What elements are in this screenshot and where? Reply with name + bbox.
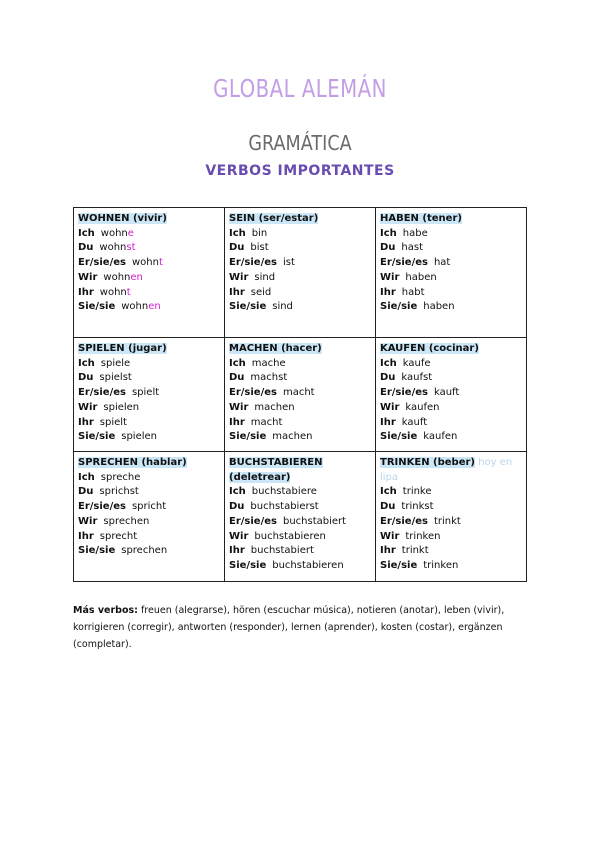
verb-cell bbox=[225, 338, 376, 452]
verb-form: hat bbox=[433, 257, 451, 269]
verb-form: buchstabiere bbox=[251, 486, 317, 498]
verb-form: spielen bbox=[121, 431, 157, 443]
conjugation-line bbox=[229, 271, 372, 286]
pronoun: Er/sie/es bbox=[380, 387, 428, 399]
pronoun: Ich bbox=[380, 227, 397, 239]
conjugation-line bbox=[229, 500, 372, 515]
verb-form: macht bbox=[250, 416, 283, 428]
conjugation-line bbox=[380, 386, 523, 401]
verb-form: wohn bbox=[103, 271, 131, 283]
conjugation-line bbox=[380, 416, 523, 431]
verb-form: sprechen bbox=[121, 545, 168, 557]
verb-form: mache bbox=[251, 357, 286, 369]
pronoun: Sie/sie bbox=[229, 559, 267, 571]
verb-title: TRINKEN (beber) bbox=[380, 457, 475, 468]
pronoun: Er/sie/es bbox=[78, 387, 126, 399]
pronoun: Wir bbox=[229, 401, 249, 413]
verb-cell bbox=[376, 338, 527, 452]
pronoun: Wir bbox=[380, 401, 400, 413]
verb-form: trinken bbox=[423, 559, 459, 571]
pronoun: Du bbox=[380, 372, 396, 384]
pronoun: Er/sie/es bbox=[78, 257, 126, 269]
verb-form: trinken bbox=[405, 530, 441, 542]
verb-form: macht bbox=[282, 387, 315, 399]
verb-title-line bbox=[380, 212, 523, 227]
verb-form: wohn bbox=[99, 286, 127, 298]
pronoun: Du bbox=[229, 372, 245, 384]
conjugation-line bbox=[380, 286, 523, 301]
conjugation-line bbox=[229, 559, 372, 574]
conjugation-line bbox=[229, 386, 372, 401]
verb-form: machst bbox=[250, 372, 288, 384]
pronoun: Du bbox=[229, 501, 245, 513]
conjugation-line bbox=[78, 530, 221, 545]
pronoun: Ich bbox=[380, 486, 397, 498]
verb-cell bbox=[225, 452, 376, 582]
verb-form: kauft bbox=[433, 387, 460, 399]
verb-form: sprichst bbox=[99, 486, 139, 498]
pronoun: Sie/sie bbox=[380, 559, 418, 571]
conjugation-table-body bbox=[74, 208, 527, 582]
verb-form: wohn bbox=[131, 257, 159, 269]
verb-title: KAUFEN (cocinar) bbox=[380, 343, 479, 354]
table-row bbox=[74, 338, 527, 452]
verb-ending: en bbox=[148, 301, 161, 313]
conjugation-line bbox=[229, 371, 372, 386]
pronoun: Sie/sie bbox=[380, 301, 418, 313]
conjugation-line bbox=[380, 530, 523, 545]
conjugation-line bbox=[229, 286, 372, 301]
pronoun: Ich bbox=[78, 471, 95, 483]
verb-form: sind bbox=[272, 301, 293, 313]
conjugation-line bbox=[78, 227, 221, 242]
pronoun: Sie/sie bbox=[78, 545, 116, 557]
verb-form: wohn bbox=[99, 242, 127, 254]
verb-cell bbox=[74, 338, 225, 452]
verb-form: sprecht bbox=[99, 530, 138, 542]
verb-form: buchstabieren bbox=[254, 530, 326, 542]
conjugation-line bbox=[78, 357, 221, 372]
conjugation-line bbox=[78, 416, 221, 431]
pronoun: Sie/sie bbox=[78, 301, 116, 313]
conjugation-line bbox=[78, 286, 221, 301]
verb-ending: e bbox=[127, 227, 134, 239]
verb-title: BUCHSTABIEREN (deletrear) bbox=[229, 457, 323, 483]
conjugation-line bbox=[229, 515, 372, 530]
verb-cell bbox=[74, 452, 225, 582]
more-verbs-list: freuen (alegrarse), hören (escuchar música), notieren (anotar), leben (vivir), korrigieren (corregir), antworten (responder), lernen (aprender), kosten (costar), ergänzen (completar). bbox=[73, 605, 505, 650]
conjugation-line bbox=[380, 401, 523, 416]
conjugation-line bbox=[380, 500, 523, 515]
verb-form: habt bbox=[401, 286, 425, 298]
conjugation-line bbox=[380, 544, 523, 559]
pronoun: Ihr bbox=[380, 416, 396, 428]
verb-title: WOHNEN (vivir) bbox=[78, 213, 167, 224]
verb-form: trinkt bbox=[433, 515, 461, 527]
pronoun: Ich bbox=[229, 486, 246, 498]
verb-form: haben bbox=[423, 301, 455, 313]
verb-form: machen bbox=[254, 401, 295, 413]
verb-form: seid bbox=[250, 286, 272, 298]
verb-form: haben bbox=[405, 271, 437, 283]
pronoun: Wir bbox=[78, 515, 98, 527]
conjugation-line bbox=[229, 416, 372, 431]
verb-form: spricht bbox=[131, 501, 167, 513]
pronoun: Wir bbox=[78, 401, 98, 413]
conjugation-line bbox=[380, 559, 523, 574]
page-subtitle: VERBOS IMPORTANTES bbox=[205, 163, 395, 179]
conjugation-line bbox=[380, 256, 523, 271]
pronoun: Er/sie/es bbox=[229, 387, 277, 399]
verb-title-line bbox=[380, 456, 523, 485]
verb-form: wohn bbox=[100, 227, 128, 239]
pronoun: Ihr bbox=[380, 545, 396, 557]
pronoun: Ihr bbox=[229, 286, 245, 298]
verb-form: hast bbox=[401, 242, 424, 254]
conjugation-line bbox=[78, 401, 221, 416]
conjugation-line bbox=[78, 271, 221, 286]
conjugation-line bbox=[78, 241, 221, 256]
verb-title-line bbox=[78, 212, 221, 227]
pronoun: Sie/sie bbox=[78, 431, 116, 443]
pronoun: Ihr bbox=[78, 286, 94, 298]
pronoun: Ich bbox=[229, 357, 246, 369]
pronoun: Er/sie/es bbox=[380, 515, 428, 527]
pronoun: Wir bbox=[229, 271, 249, 283]
pronoun: Ich bbox=[229, 227, 246, 239]
conjugation-line bbox=[380, 357, 523, 372]
conjugation-line bbox=[380, 371, 523, 386]
verb-title-line bbox=[380, 342, 523, 357]
pronoun: Ich bbox=[78, 227, 95, 239]
conjugation-line bbox=[78, 386, 221, 401]
conjugation-line bbox=[78, 256, 221, 271]
conjugation-line bbox=[78, 485, 221, 500]
verb-title-line bbox=[78, 456, 221, 471]
conjugation-table bbox=[73, 207, 527, 582]
conjugation-line bbox=[229, 544, 372, 559]
verb-form: kaufen bbox=[423, 431, 458, 443]
verb-form: ist bbox=[282, 257, 295, 269]
conjugation-line bbox=[380, 485, 523, 500]
pronoun: Du bbox=[78, 242, 94, 254]
pronoun: Ihr bbox=[78, 530, 94, 542]
verb-cell bbox=[225, 208, 376, 338]
conjugation-line bbox=[229, 227, 372, 242]
table-row bbox=[74, 452, 527, 582]
conjugation-line bbox=[380, 300, 523, 315]
more-verbs-label: Más verbos: bbox=[73, 605, 138, 616]
verb-form: buchstabiert bbox=[282, 515, 347, 527]
verb-ending: en bbox=[130, 271, 143, 283]
verb-form: kaufe bbox=[402, 357, 431, 369]
pronoun: Er/sie/es bbox=[229, 257, 277, 269]
verb-form: buchstabierst bbox=[250, 501, 319, 513]
verb-form: machen bbox=[272, 431, 313, 443]
conjugation-line bbox=[78, 515, 221, 530]
verb-form: spielt bbox=[131, 387, 160, 399]
conjugation-line bbox=[380, 241, 523, 256]
verb-title-line bbox=[78, 342, 221, 357]
verb-form: trinkst bbox=[401, 501, 434, 513]
pronoun: Ich bbox=[78, 357, 95, 369]
conjugation-line bbox=[78, 544, 221, 559]
verb-cell bbox=[376, 452, 527, 582]
conjugation-line bbox=[380, 271, 523, 286]
conjugation-line bbox=[380, 430, 523, 445]
conjugation-line bbox=[78, 371, 221, 386]
conjugation-line bbox=[229, 485, 372, 500]
pronoun: Er/sie/es bbox=[78, 501, 126, 513]
section-title: GRAMÁTICA bbox=[248, 131, 352, 155]
pronoun: Er/sie/es bbox=[380, 257, 428, 269]
conjugation-line bbox=[229, 401, 372, 416]
pronoun: Du bbox=[380, 242, 396, 254]
verb-form: spielt bbox=[99, 416, 127, 428]
verb-form: wohn bbox=[121, 301, 149, 313]
verb-form: spreche bbox=[100, 471, 141, 483]
verb-hint: hoy en lipa bbox=[380, 457, 513, 483]
pronoun: Ihr bbox=[78, 416, 94, 428]
conjugation-line bbox=[380, 515, 523, 530]
verb-title: MACHEN (hacer) bbox=[229, 343, 322, 354]
pronoun: Sie/sie bbox=[229, 431, 267, 443]
pronoun: Ihr bbox=[380, 286, 396, 298]
pronoun: Wir bbox=[380, 530, 400, 542]
verb-form: trinke bbox=[402, 486, 432, 498]
verb-form: spiele bbox=[100, 357, 131, 369]
verb-ending: t bbox=[126, 286, 131, 298]
pronoun: Wir bbox=[78, 271, 98, 283]
pronoun: Wir bbox=[229, 530, 249, 542]
pronoun: Ihr bbox=[229, 416, 245, 428]
brand-title: GLOBAL ALEMÁN bbox=[213, 74, 387, 103]
conjugation-line bbox=[78, 300, 221, 315]
pronoun: Du bbox=[380, 501, 396, 513]
pronoun: Wir bbox=[380, 271, 400, 283]
conjugation-line bbox=[229, 357, 372, 372]
verb-title-line bbox=[229, 456, 372, 485]
verb-ending: st bbox=[126, 242, 136, 254]
pronoun: Du bbox=[78, 372, 94, 384]
verb-form: buchstabieren bbox=[272, 559, 344, 571]
conjugation-line bbox=[229, 300, 372, 315]
conjugation-line bbox=[78, 500, 221, 515]
conjugation-line bbox=[229, 241, 372, 256]
pronoun: Sie/sie bbox=[380, 431, 418, 443]
conjugation-line bbox=[78, 471, 221, 486]
conjugation-line bbox=[229, 430, 372, 445]
pronoun: Sie/sie bbox=[229, 301, 267, 313]
pronoun: Du bbox=[229, 242, 245, 254]
verb-form: spielst bbox=[99, 372, 132, 384]
verb-title-line bbox=[229, 342, 372, 357]
conjugation-line bbox=[229, 256, 372, 271]
verb-form: kaufen bbox=[405, 401, 440, 413]
verb-cell bbox=[376, 208, 527, 338]
verb-form: kaufst bbox=[401, 372, 433, 384]
verb-form: bist bbox=[250, 242, 269, 254]
pronoun: Du bbox=[78, 486, 94, 498]
conjugation-line bbox=[78, 430, 221, 445]
pronoun: Er/sie/es bbox=[229, 515, 277, 527]
verb-form: sprechen bbox=[103, 515, 150, 527]
verb-form: buchstabiert bbox=[250, 545, 314, 557]
verb-ending: t bbox=[158, 257, 163, 269]
verb-form: bin bbox=[251, 227, 268, 239]
verb-form: trinkt bbox=[401, 545, 429, 557]
more-verbs-note bbox=[73, 602, 533, 653]
verb-title: SPRECHEN (hablar) bbox=[78, 457, 187, 468]
verb-form: habe bbox=[402, 227, 428, 239]
conjugation-line bbox=[380, 227, 523, 242]
verb-form: spielen bbox=[103, 401, 140, 413]
verb-title-line bbox=[229, 212, 372, 227]
verb-form: kauft bbox=[401, 416, 428, 428]
verb-title: SPIELEN (jugar) bbox=[78, 343, 167, 354]
verb-form: sind bbox=[254, 271, 276, 283]
pronoun: Ihr bbox=[229, 545, 245, 557]
pronoun: Ich bbox=[380, 357, 397, 369]
table-row bbox=[74, 208, 527, 338]
conjugation-line bbox=[229, 530, 372, 545]
verb-cell bbox=[74, 208, 225, 338]
verb-title: SEIN (ser/estar) bbox=[229, 213, 319, 224]
verb-title: HABEN (tener) bbox=[380, 213, 462, 224]
